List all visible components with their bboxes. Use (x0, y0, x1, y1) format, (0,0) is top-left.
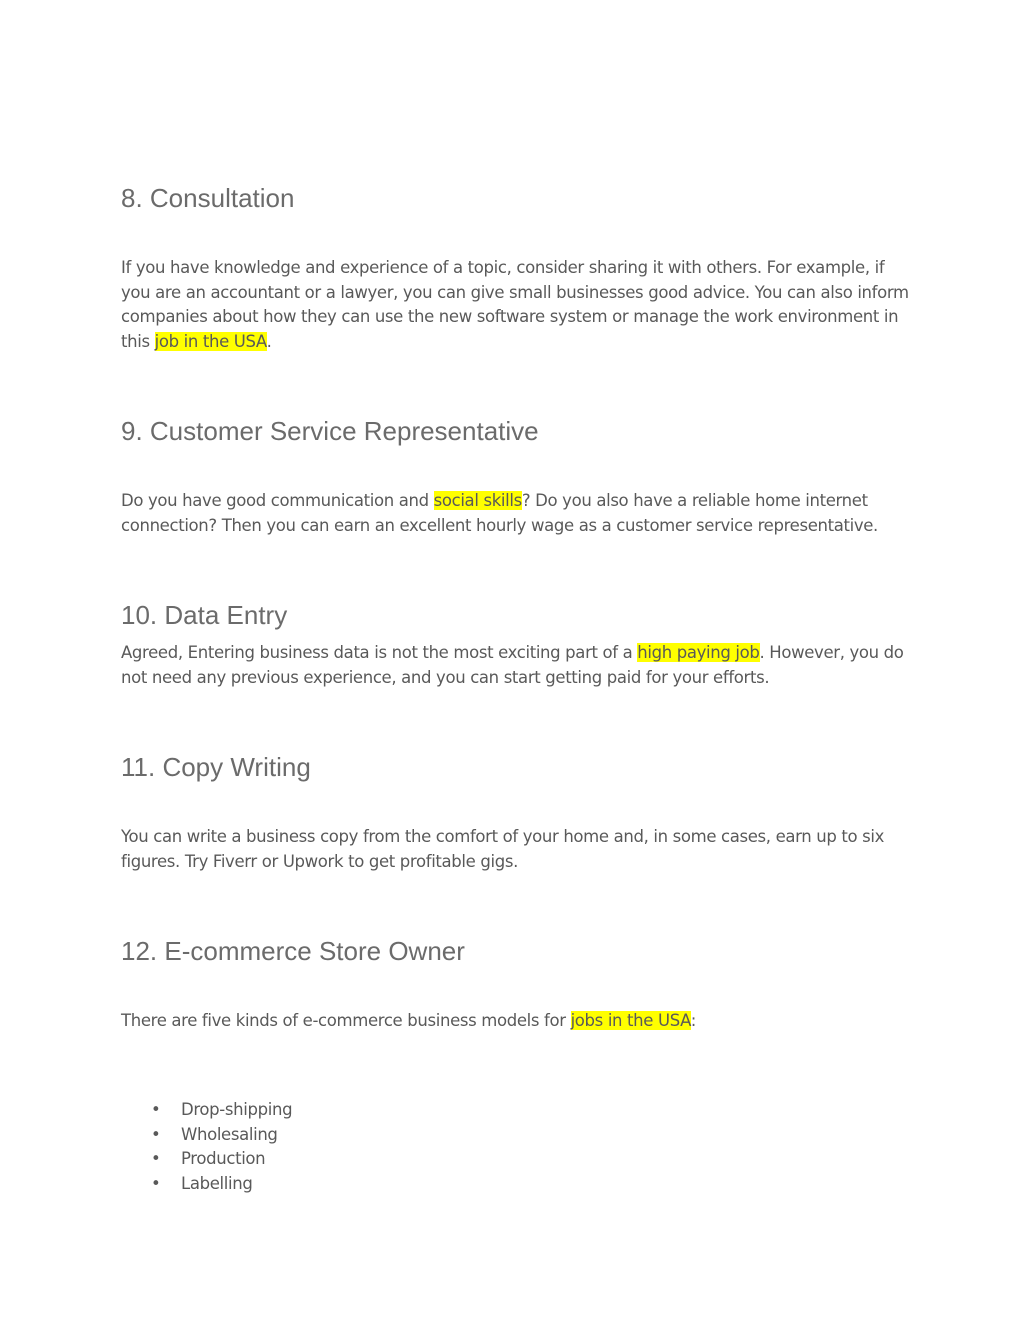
paragraph-text: If you have knowledge and experience of a topic, consider sharing it with others. For example, if you are an accountant or a lawyer, you can give small businesses good advice. You can also inform companies about how they can use the new software system or manage the work environment in this (121, 258, 909, 351)
list-item-label: Labelling (181, 1173, 253, 1193)
section-paragraph-consultation (121, 256, 911, 354)
highlight-link-job-in-the-usa[interactable]: job in the USA (154, 331, 267, 351)
section-heading-consultation: 8. Consultation (121, 183, 295, 213)
section-paragraph-data-entry (121, 641, 911, 690)
list-item-label: Wholesaling (181, 1124, 278, 1144)
list-item (121, 1172, 292, 1197)
bullet-icon: • (151, 1173, 161, 1193)
section-paragraph-copy-writing: You can write a business copy from the comfort of your home and, in some cases, earn up to six figures. Try Fiverr or Upwork to get profitable gigs. (121, 827, 885, 871)
paragraph-text: There are five kinds of e-commerce business models for (121, 1011, 571, 1030)
section-heading-copy-writing: 11. Copy Writing (121, 752, 311, 782)
section-heading-ecommerce: 12. E-commerce Store Owner (121, 936, 465, 966)
paragraph-text: Do you have good communication and (121, 491, 434, 510)
paragraph-text: Agreed, Entering business data is not the most exciting part of a (121, 643, 638, 662)
paragraph-text: . (266, 331, 272, 351)
ecommerce-models-list (121, 1098, 292, 1196)
bullet-icon: • (151, 1149, 161, 1168)
paragraph-text: ? Do you also have a reliable home internet connection? Then you can earn an excellent hourly wage as a customer service representative. (121, 491, 878, 535)
highlight-link-social-skills[interactable]: social skills (433, 491, 522, 510)
bullet-icon: • (151, 1124, 161, 1144)
list-item (121, 1123, 292, 1148)
list-item (121, 1098, 292, 1123)
list-item (121, 1147, 292, 1172)
paragraph-text: . However, you do not need any previous experience, and you can start getting paid for your efforts. (121, 643, 904, 687)
section-heading-data-entry: 10. Data Entry (121, 600, 288, 630)
highlight-link-jobs-in-the-usa[interactable]: jobs in the USA (570, 1011, 691, 1030)
bullet-icon: • (151, 1100, 161, 1119)
list-item-label: Production (181, 1149, 266, 1168)
highlight-link-high-paying-job[interactable]: high paying job (637, 643, 760, 662)
section-paragraph-ecommerce (121, 1009, 911, 1034)
section-heading-customer-service: 9. Customer Service Representative (121, 416, 539, 446)
section-paragraph-customer-service (121, 489, 911, 538)
list-item-label: Drop-shipping (181, 1100, 293, 1119)
paragraph-text: : (690, 1011, 697, 1030)
